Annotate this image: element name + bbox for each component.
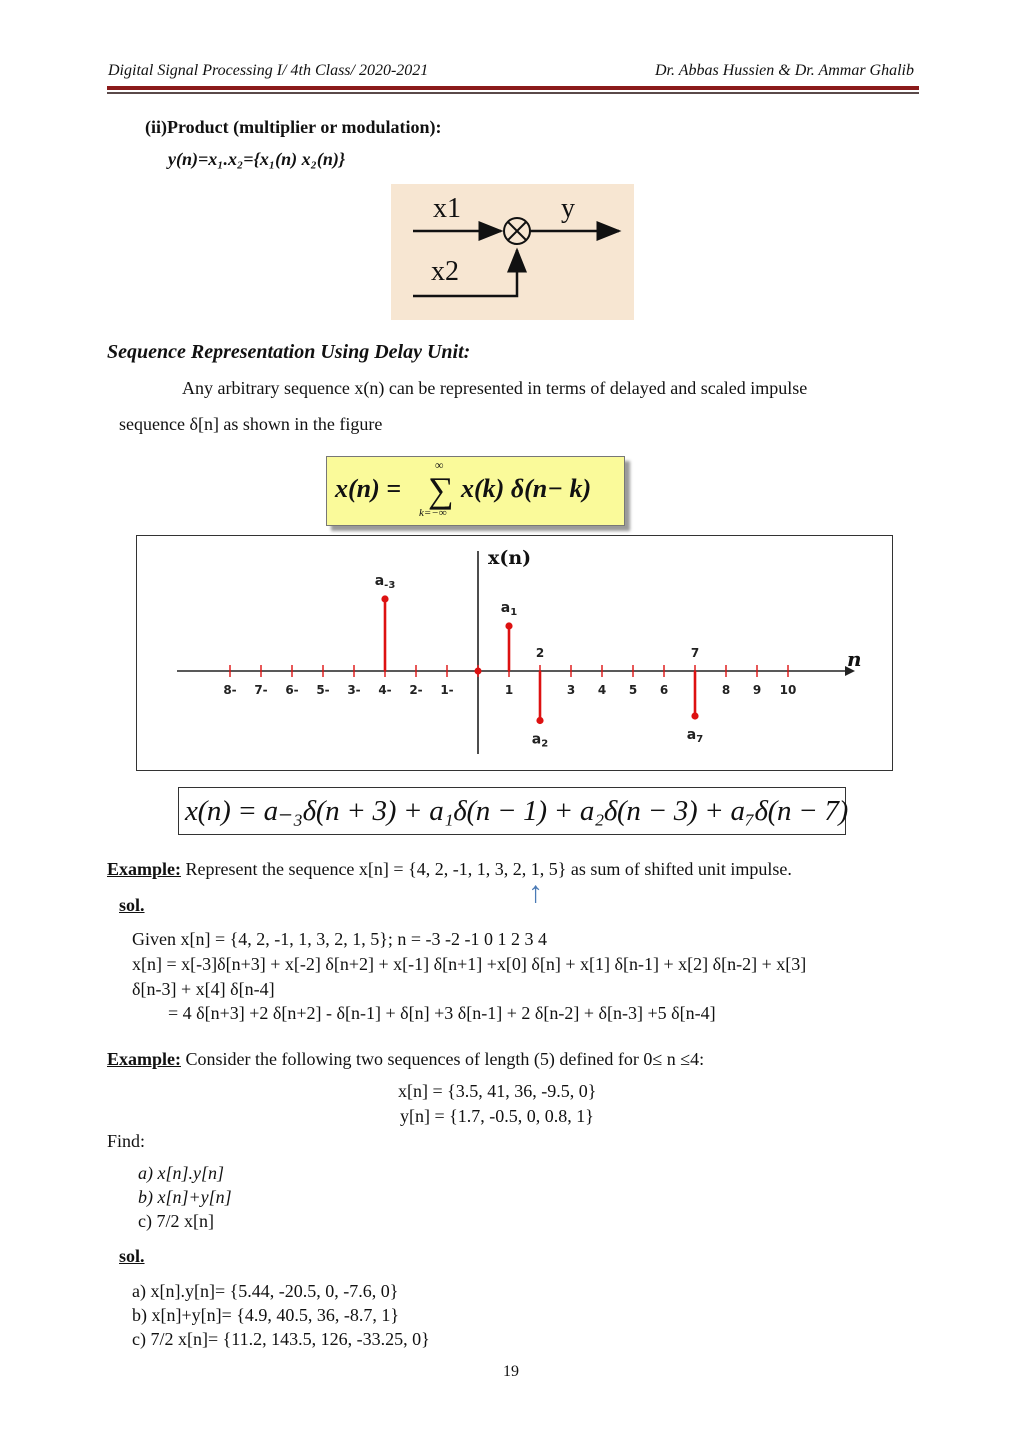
x-tick-label: 3: [566, 683, 576, 697]
formula-rhs: x(k) δ(n− k): [461, 474, 592, 503]
x-tick-label: 5: [628, 683, 638, 697]
x-tick-label: 8-: [223, 683, 237, 697]
answer-a: a) x[n].y[n]= {5.44, -20.5, 0, -7.6, 0}: [132, 1281, 399, 1301]
stem-marker: [536, 717, 543, 724]
x-axis-label: n: [847, 647, 862, 671]
summation-formula: [326, 456, 625, 526]
header-rule: [107, 86, 919, 90]
section-para-line2: sequence δ[n] as shown in the figure: [119, 414, 383, 434]
formula-lhs: x(n) =: [335, 474, 402, 503]
example1-line3: δ[n-3] + x[4] δ[n-4]: [132, 979, 275, 999]
x-tick-label: 5-: [316, 683, 330, 697]
example2-sol-label: sol.: [119, 1246, 145, 1266]
x-sequence: x[n] = {3.5, 41, 36, -9.5, 0}: [398, 1081, 597, 1101]
stem-label: $a_{-3}$: [374, 573, 396, 591]
y-sequence: y[n] = {1.7, -0.5, 0, 0.8, 1}: [400, 1106, 594, 1126]
x-tick-label: 8: [721, 683, 731, 697]
stem-marker: [381, 595, 388, 602]
product-heading: (ii)Product (multiplier or modulation):: [145, 117, 442, 137]
input1-label: x1: [433, 193, 461, 224]
section-para-line1: Any arbitrary sequence x(n) can be represented in terms of delayed and scaled impulse: [182, 378, 808, 398]
answer-b: b) x[n]+y[n]= {4.9, 40.5, 36, -8.7, 1}: [132, 1305, 400, 1325]
example2-text: Consider the following two sequences of length (5) defined for 0≤ n ≤4:: [181, 1049, 705, 1069]
find-item-c: c) 7/2 x[n]: [138, 1211, 214, 1231]
output-label: y: [561, 193, 575, 224]
example2-statement: [107, 1049, 704, 1070]
x-tick-label-above: 7: [690, 646, 700, 660]
origin-sample: [475, 668, 482, 675]
stem-marker: [691, 712, 698, 719]
stem-label: $a_1$: [500, 600, 518, 618]
page-number: 19: [503, 1363, 519, 1380]
sum-lower: k=−∞: [419, 507, 447, 519]
example1-label: Example:: [107, 859, 181, 879]
x-tick-label: 10: [779, 683, 797, 697]
answer-c: c) 7/2 x[n]= {11.2, 143.5, 126, -33.25, 0}: [132, 1329, 430, 1349]
x-tick-label: 6-: [285, 683, 299, 697]
x-tick-label-above: 2: [535, 646, 545, 660]
stem-plot: [136, 535, 893, 771]
header-authors: Dr. Abbas Hussien & Dr. Ammar Ghalib: [655, 62, 914, 79]
section-title: Sequence Representation Using Delay Unit:: [107, 341, 471, 363]
find-item-b: b) x[n]+y[n]: [138, 1187, 232, 1207]
x-tick-label: 3-: [347, 683, 361, 697]
product-formula: y(n)=x₁.x₂={x₁(n) x₂(n)}: [168, 149, 346, 169]
example1-line4: = 4 δ[n+3] +2 δ[n+2] - δ[n-1] + δ[n] +3 δ[n-1] + 2 δ[n-2] + δ[n-3] +5 δ[n-4]: [168, 1003, 716, 1023]
sigma-symbol: ∑: [428, 470, 454, 510]
example1-text: Represent the sequence x[n] = {4, 2, -1, 1, 3, 2, 1, 5} as sum of shifted unit impulse.: [181, 859, 792, 879]
x-tick-label: 2-: [409, 683, 423, 697]
x-tick-label: 7-: [254, 683, 268, 697]
find-label: Find:: [107, 1131, 146, 1151]
example1-sol-label: sol.: [119, 895, 145, 915]
x-tick-label: 6: [659, 683, 669, 697]
example1-line2: x[n] = x[-3]δ[n+3] + x[-2] δ[n+2] + x[-1] δ[n+1] +x[0] δ[n] + x[1] δ[n-1] + x[2] δ[n-2] + x[3]: [132, 954, 807, 974]
expansion-formula-box: [178, 787, 846, 835]
x-tick-label: 4-: [378, 683, 392, 697]
x-tick-label: 4: [597, 683, 607, 697]
multiplier-diagram: [391, 184, 634, 320]
header-rule-thin: [107, 92, 919, 94]
stem-label: $a_7$: [686, 727, 704, 745]
find-item-a: a) x[n].y[n]: [138, 1163, 224, 1183]
stem-label: $a_2$: [531, 731, 549, 750]
x-tick-label: 1: [504, 683, 514, 697]
stem-plot-svg: [137, 536, 892, 770]
header-course: Digital Signal Processing I/ 4th Class/ 2020-2021: [108, 62, 429, 79]
expansion-formula: x(n) = a₋₃δ(n + 3) + a₁δ(n − 1) + a₂δ(n − 3) + a₇δ(n − 7): [185, 795, 848, 827]
input2-label: x2: [431, 256, 459, 287]
example2-label: Example:: [107, 1049, 181, 1069]
example1-line1: Given x[n] = {4, 2, -1, 1, 3, 2, 1, 5}; n = -3 -2 -1 0 1 2 3 4: [132, 929, 548, 949]
stem-marker: [505, 622, 512, 629]
x-tick-label: 9: [752, 683, 762, 697]
sum-upper: ∞: [435, 458, 444, 472]
origin-arrow-icon: ↑: [528, 876, 543, 909]
x-tick-label: 1-: [440, 683, 454, 697]
y-axis-label: x(n): [488, 547, 532, 569]
example1-statement: [107, 859, 792, 880]
